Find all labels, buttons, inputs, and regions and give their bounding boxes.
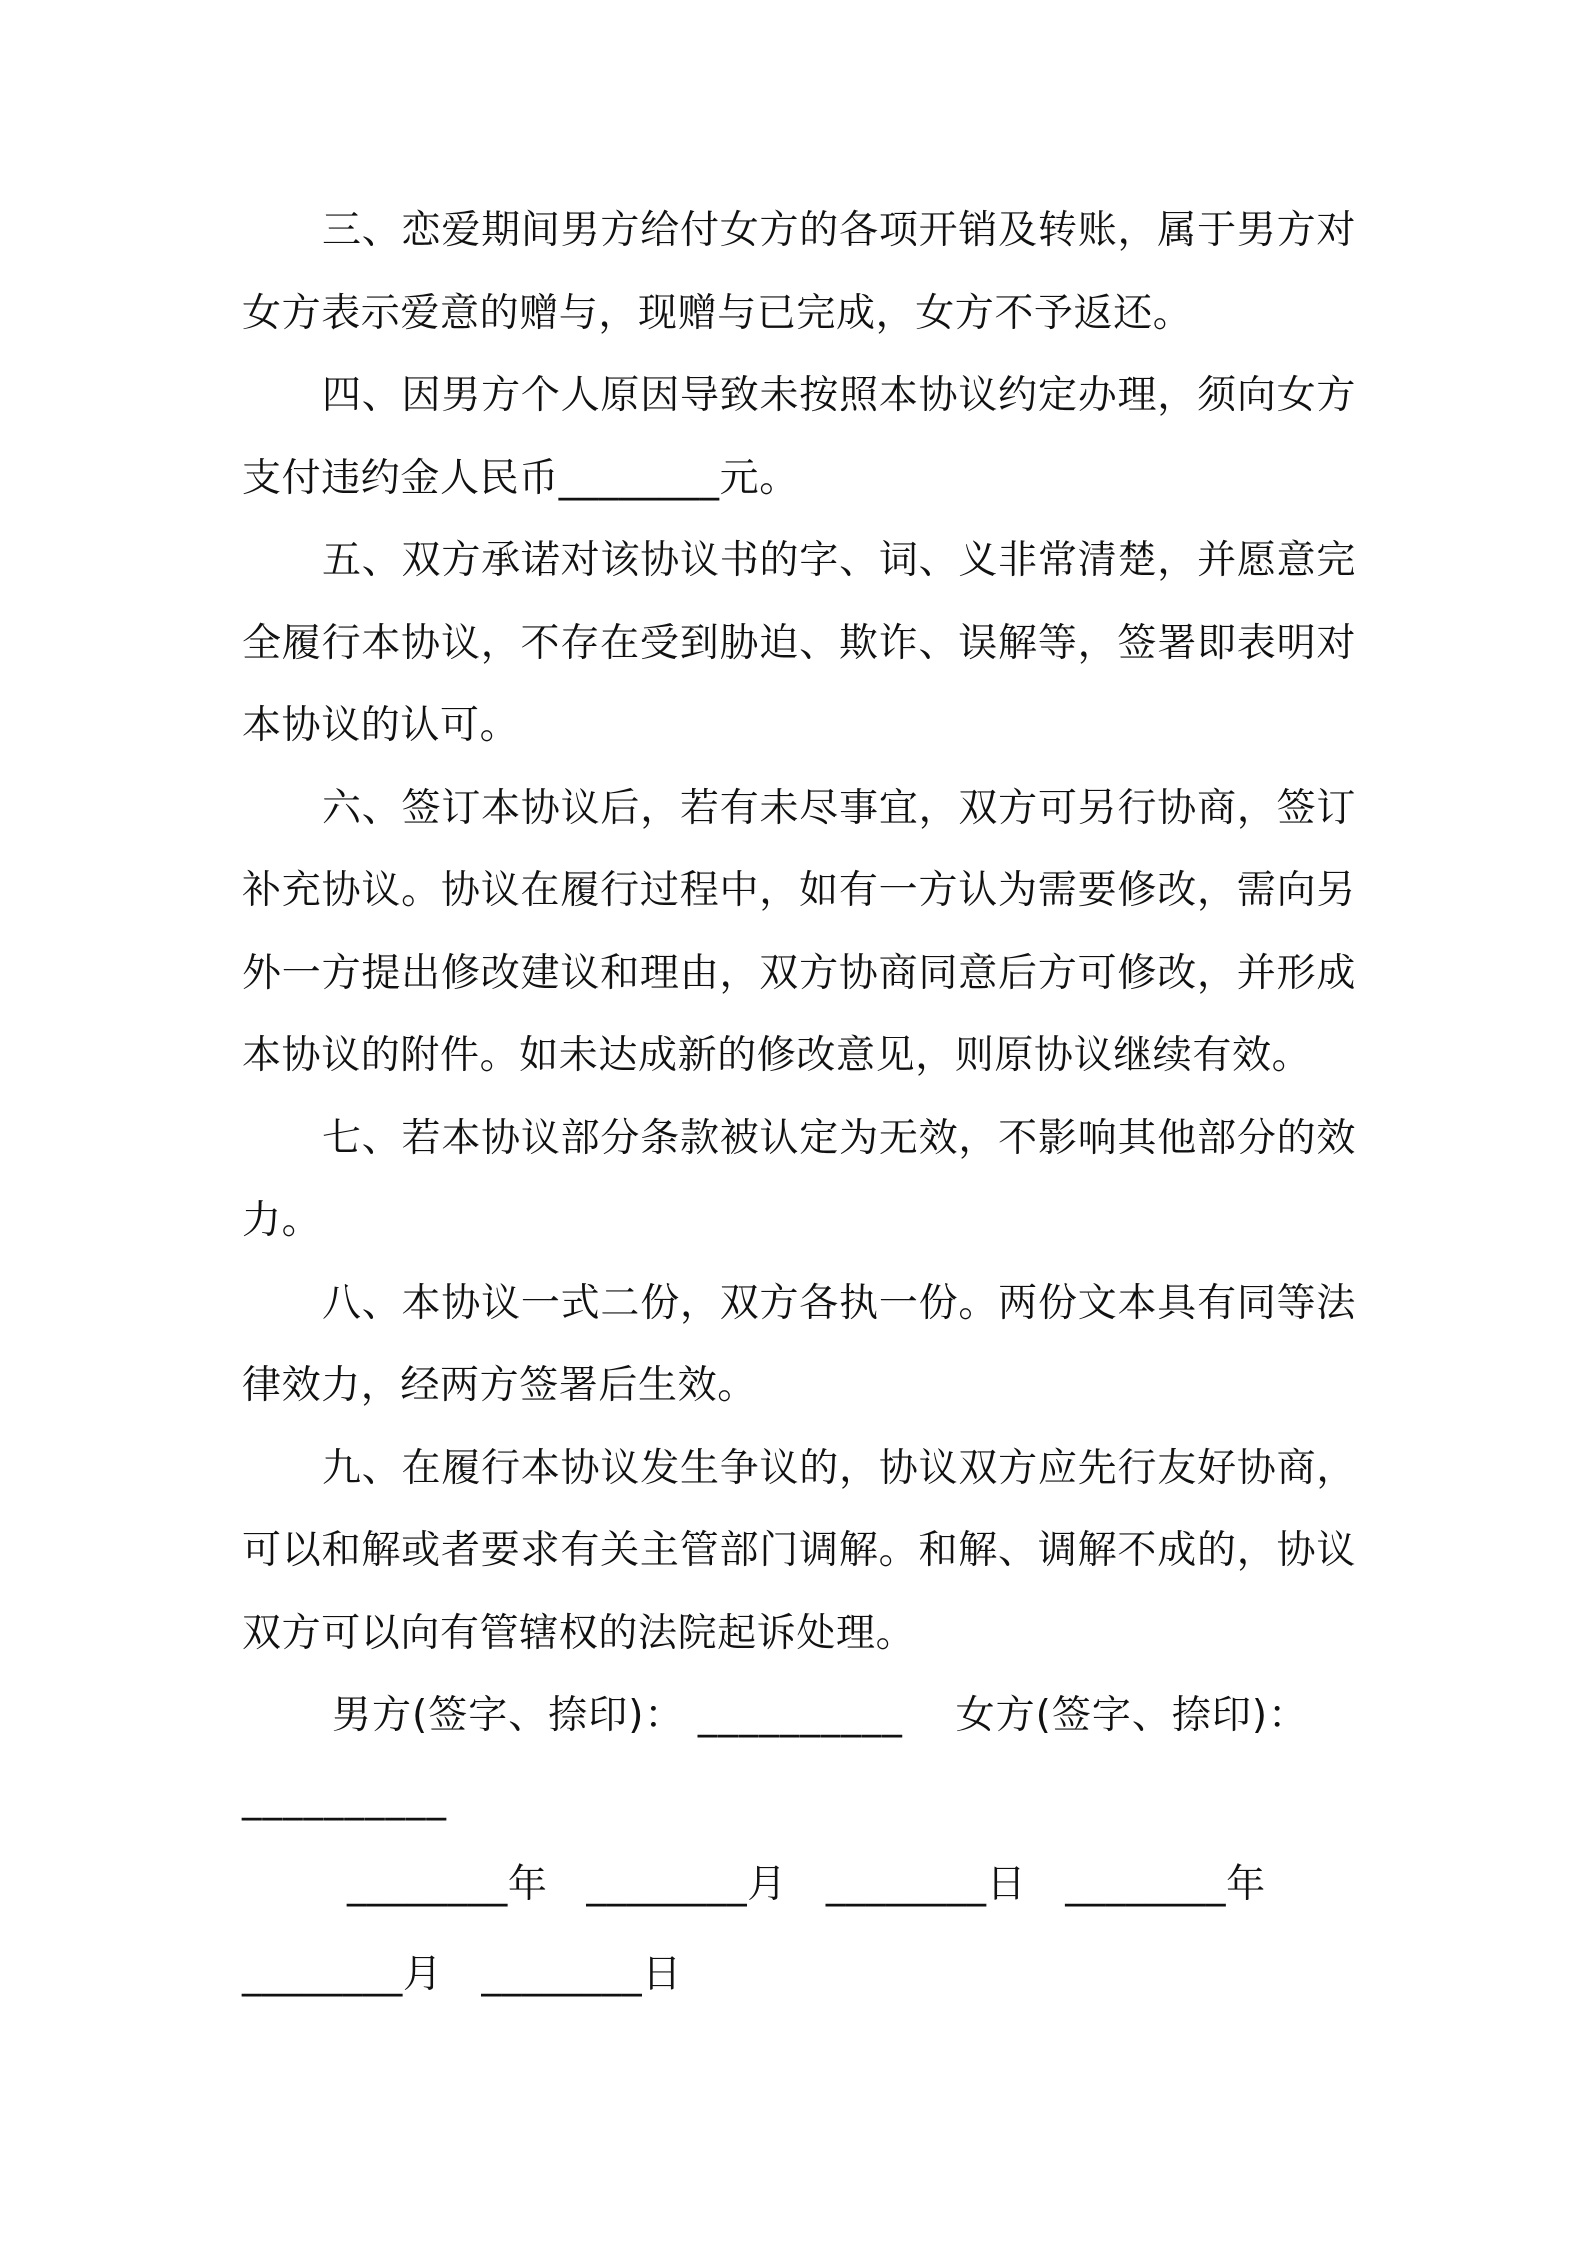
female-year-label: 年 — [1226, 1862, 1266, 1907]
female-month-blank: ________ — [242, 1952, 403, 1997]
date-line — [242, 1840, 1356, 2020]
male-day-label: 日 — [986, 1862, 1027, 1907]
clause-6: 六、签订本协议后，若有未尽事宜，双方可另行协商，签订补充协议。协议在履行过程中，如有一方认为需要修改，需向另外一方提出修改建议和理由，双方协商同意后方可修改，并形成本协议的附件。如未达成新的修改意见，则原协议继续有效。 — [242, 785, 1356, 1078]
female-signature-blank: __________ — [242, 1775, 447, 1821]
female-signature-label: 女方(签字、捺印)： — [955, 1693, 1309, 1738]
female-year-blank: ________ — [1065, 1862, 1227, 1907]
male-signature-blank: __________ — [697, 1693, 903, 1738]
clause-4: 四、因男方个人原因导致未按照本协议约定办理，须向女方支付违约金人民币________元。 — [242, 373, 1356, 501]
female-month-label: 月 — [402, 1952, 443, 1997]
signature-line — [242, 1675, 1356, 1840]
male-month-label: 月 — [747, 1862, 787, 1907]
male-month-blank: ________ — [586, 1862, 748, 1907]
agreement-body — [242, 190, 1356, 2020]
clause-9: 九、在履行本协议发生争议的，协议双方应先行友好协商，可以和解或者要求有关主管部门调解。和解、调解不成的，协议双方可以向有管辖权的法院起诉处理。 — [242, 1445, 1356, 1656]
male-year-blank: ________ — [347, 1862, 508, 1907]
clause-7: 七、若本协议部分条款被认定为无效，不影响其他部分的效力。 — [242, 1115, 1356, 1243]
clause-8: 八、本协议一式二份，双方各执一份。两份文本具有同等法律效力，经两方签署后生效。 — [242, 1280, 1356, 1408]
female-day-label: 日 — [642, 1952, 682, 1997]
male-year-label: 年 — [507, 1862, 548, 1907]
male-day-blank: ________ — [825, 1862, 987, 1907]
female-day-blank: ________ — [481, 1952, 643, 1997]
clause-3: 三、恋爱期间男方给付女方的各项开销及转账，属于男方对女方表示爱意的赠与，现赠与已完成，女方不予返还。 — [242, 208, 1356, 336]
male-signature-label: 男方(签字、捺印)： — [332, 1693, 685, 1738]
clause-5: 五、双方承诺对该协议书的字、词、义非常清楚，并愿意完全履行本协议，不存在受到胁迫、欺诈、误解等，签署即表明对本协议的认可。 — [242, 538, 1356, 748]
